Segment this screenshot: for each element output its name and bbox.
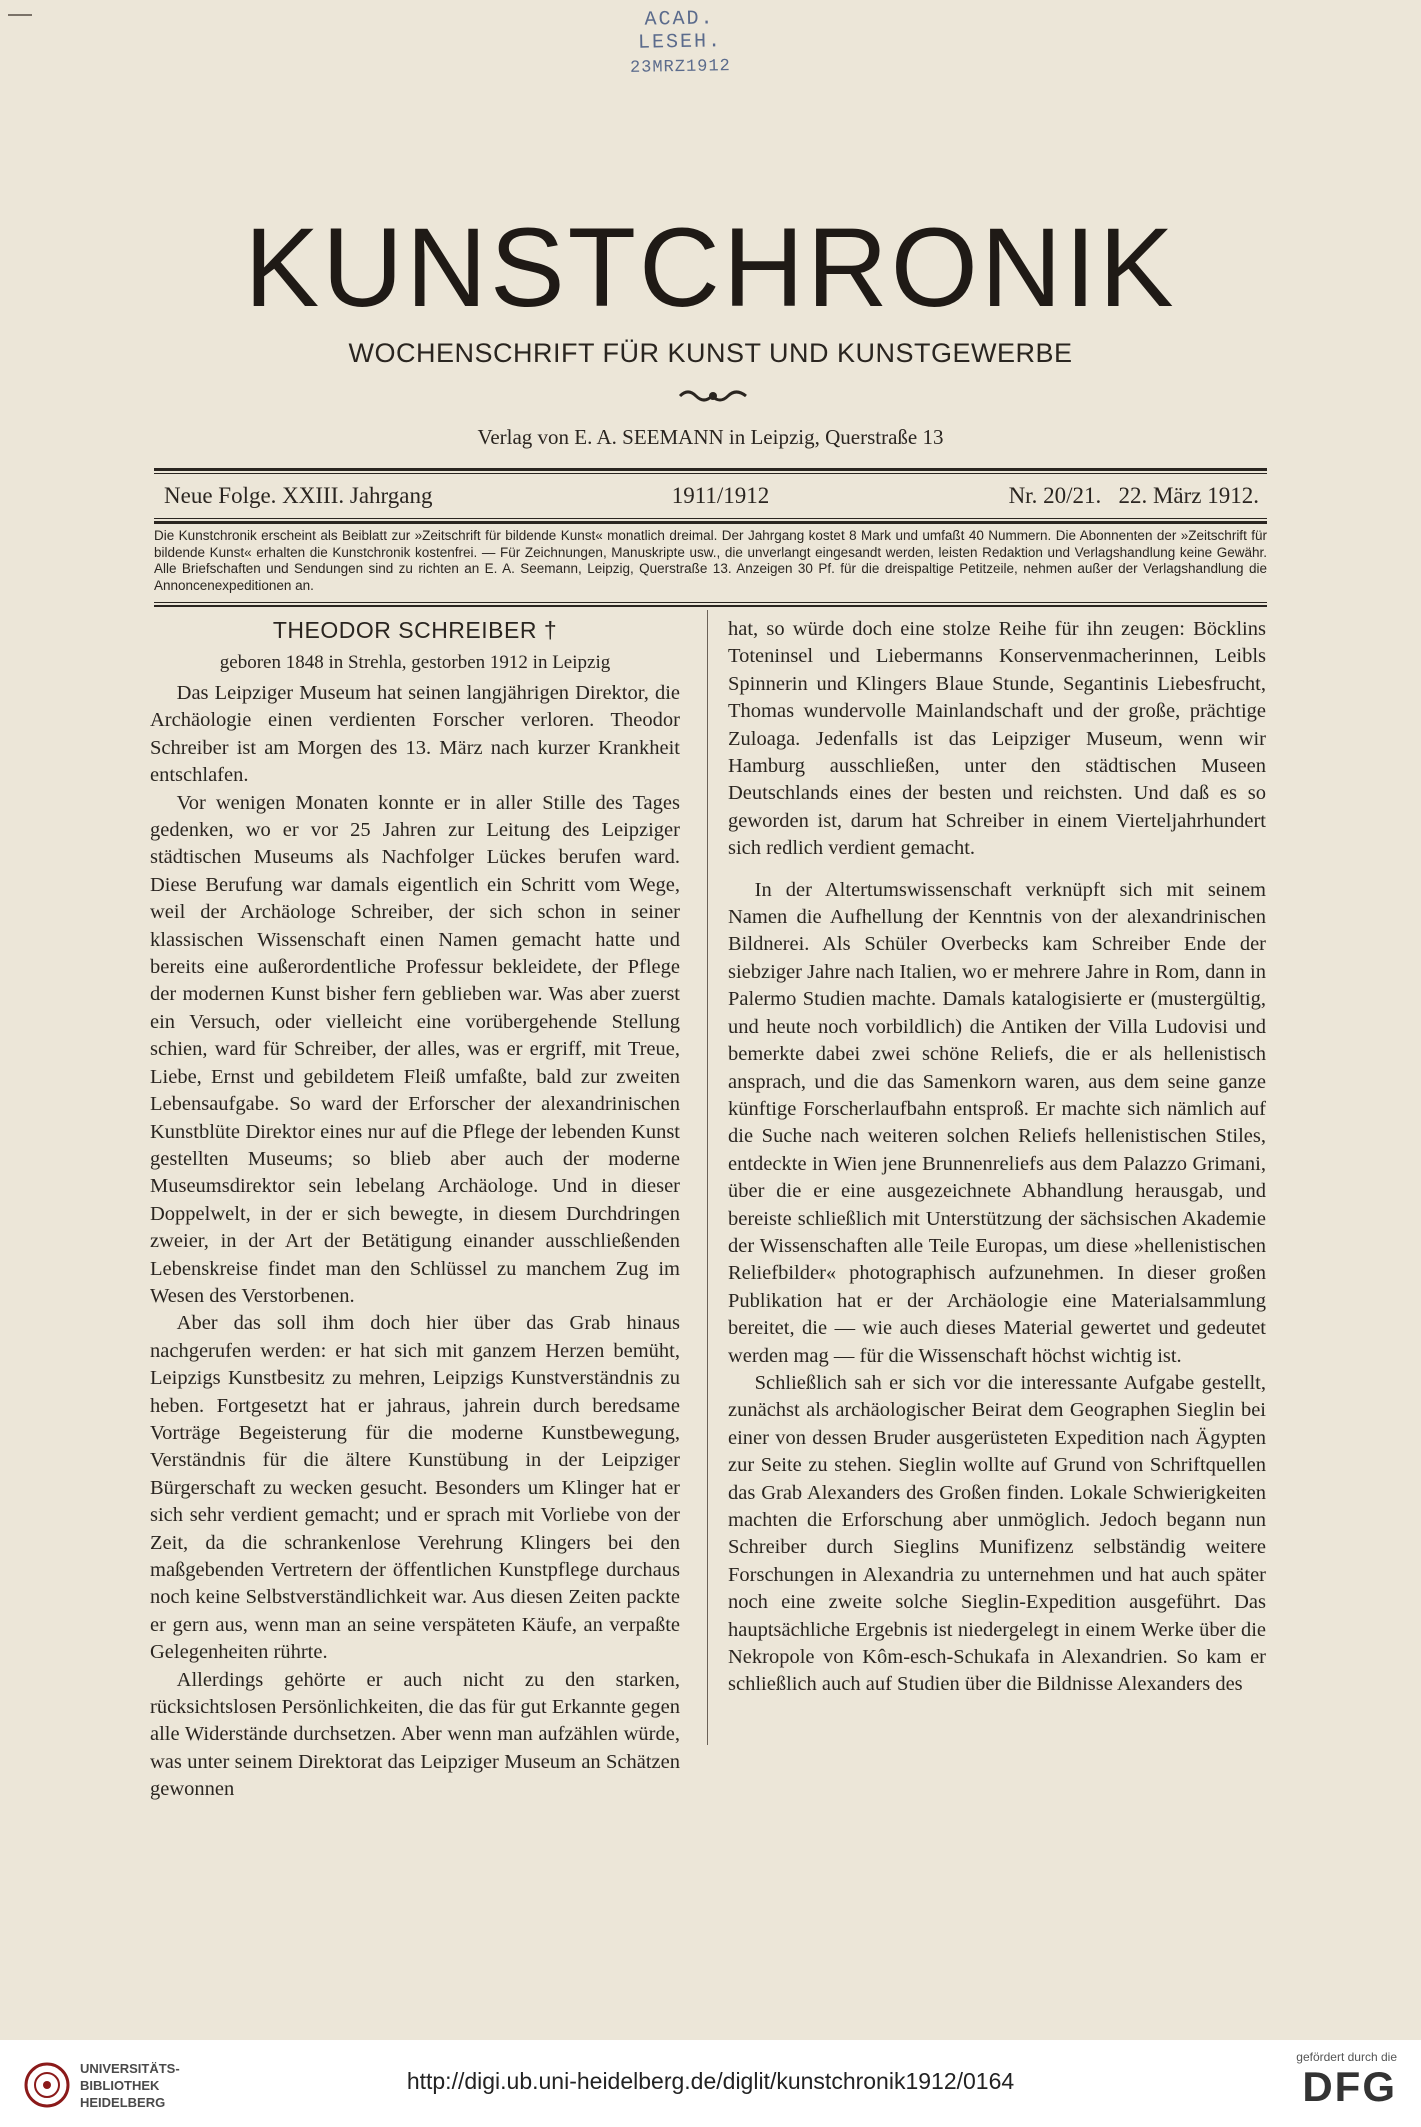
library-stamp bbox=[599, 7, 760, 79]
paragraph: Vor wenigen Monaten konnte er in aller Stille des Tages gedenken, wo er vor 25 Jahren zur Leitung des Leipziger städtischen Museums als Nachfolger Lückes berufen ward. Diese Berufung war damals eigentlich ein Schritt vom Wege, weil der Archäologe Schreiber, der sich schon in seiner klassischen Wissenschaft einen Namen gemacht hatte und bereits eine außerordentliche Professur bekleidete, der Pflege der modernen Kunst bisher fern geblieben war. Was aber zuerst ein Versuch, oder vielleicht eine vorübergehende Stellung schien, ward für Schreiber, der alles, was er ergriff, mit Treue, Liebe, Ernst und gebildetem Fleiß umfaßte, bald zur zweiten Lebensaufgabe. So ward der Erforscher der alexandrinischen Kunstblüte Direktor eines nur auf die Pflege der lebenden Kunst gestellten Museums; so blieb aber auch der moderne Museumsdirektor sein lebelang Archäologe. Und in dieser Doppelwelt, in der er sich bewegte, in diesem Durchdringen zweier, in der Art der Betätigung einander ausschließenden Lebenskreise findet man den Schlüssel zu manchem Zug im Wesen des Verstorbenen. bbox=[150, 791, 680, 1307]
paragraph: In der Altertumswissenschaft verknüpft sich mit seinem Namen die Aufhellung der Kenntnis von der alexandrinischen Bildnerei. Als Schüler Overbecks kam Schreiber Ende der siebziger Jahre nach Italien, wo er mehrere Jahre in Rom, dann in Palermo Studien machte. Damals katalogisierte er (mustergültig, und heute noch vorbildlich) die Antiken der Villa Ludovisi und bemerkte dabei zwei schöne Reliefs, die er als hellenistisch ansprach, und die das Samenkorn waren, aus dem seine ganze künftige Forscherlaufbahn entsproß. Er machte sich nämlich auf die Suche nach weiteren solchen Reliefs hellenistischen Stiles, entdeckte in Wien jene Brunnenreliefs aus dem Palazzo Grimani, über die er eine ausgezeichnete Abhandlung herausgab, und bereiste schließlich mit Unterstützung der sächsischen Akademie der Wissenschaften alle Teile Europas, um diese »hellenistischen Reliefbilder« photographisch aufzunehmen. In dieser großen Publikation hat er der Archäologie eine Materialsammlung bereitet, die — wie auch dieses Material gewertet und gedeutet werden mag — für die Wissenschaft höchst wichtig ist. bbox=[728, 878, 1266, 1367]
ornament-icon bbox=[678, 386, 748, 406]
subscription-notice: Die Kunstchronik erscheint als Beiblatt zur »Zeitschrift für bildende Kunst« monatlich dreimal. Der Jahrgang kostet 8 Mark und umfaßt 40 Nummern. Die Abonnenten der »Zeitschrift für bildende Kunst« erhalten die Kunstchronik kostenfrei. — Für Zeichnungen, Manuskripte usw., die unverlangt eingesandt werden, leisten Redaktion und Verlagshandlung keine Gewähr. Alle Briefschaften und Sendungen sind zu richten an E. A. Seemann, Leipzig, Querstraße 13. Anzeigen 30 Pf. für die dreispaltige Petitzeile, nehmen außer der Verlagshandlung die Annoncenexpeditionen an. bbox=[154, 528, 1267, 593]
masthead-title: KUNSTCHRONIK bbox=[244, 205, 1177, 330]
rule-mid-thin bbox=[154, 518, 1267, 519]
rule-top-thin bbox=[154, 473, 1267, 474]
issue-number: Nr. 20/21. bbox=[1008, 483, 1102, 508]
issue-number-date bbox=[1009, 483, 1259, 509]
rule-bottom-thin bbox=[154, 602, 1267, 603]
stamp-line-1: ACAD. LESEH. bbox=[637, 7, 723, 55]
issue-years: 1911/1912 bbox=[671, 483, 770, 508]
article-column-right bbox=[728, 616, 1266, 1741]
article-title: THEODOR SCHREIBER † bbox=[272, 617, 558, 643]
rule-mid bbox=[154, 521, 1267, 524]
funder-block bbox=[1247, 2050, 1397, 2110]
issue-date: 22. März 1912. bbox=[1118, 483, 1259, 508]
article-subtitle: geboren 1848 in Strehla, gestorben 1912 in Leipzig bbox=[219, 652, 611, 673]
article-column-left bbox=[150, 616, 680, 1801]
paragraph: Allerdings gehörte er auch nicht zu den starken, rücksichtslosen Persönlichkeiten, die das für gut Erkannte gegen alle Widerstände durchsetzen. Aber wenn man aufzählen würde, was unter seinem Direktorat das Leipziger Museum an Schätzen gewonnen bbox=[150, 1668, 680, 1801]
paragraph: Das Leipziger Museum hat seinen langjährigen Direktor, die Archäologie einen verdienten Forscher verloren. Theodor Schreiber ist am Morgen des 13. März nach kurzer Krankheit entschlafen. bbox=[150, 682, 680, 787]
footer-bar bbox=[0, 2040, 1421, 2127]
paragraph: hat, so würde doch eine stolze Reihe für ihn zeugen: Böcklins Toteninsel und Liebermanns Konservenmacherinnen, Leibls Spinnerin und Klingers Blaue Stunde, Segantinis Liebesfrucht, Thomas wundervolle Mainlandschaft und der große, prächtige Zuloaga. Jedenfalls ist das Leipziger Museum, wenn wir Hamburg ausschließen, unter den städtischen Museen Deutschlands eines der besten und reichsten. Und daß es so geworden ist, darum hat Schreiber in einem Vierteljahrhundert sich redlich verdient gemacht. bbox=[728, 618, 1266, 860]
university-name-line: BIBLIOTHEK bbox=[80, 2078, 160, 2093]
paragraph: Aber das soll ihm doch hier über das Grab hinaus nachgerufen werden: er hat sich mit ganzem Herzen bemüht, Leipzigs Kunstbesitz zu mehren, Leipzigs Kunstverständnis zu heben. Fortgesetzt hat er jahraus, jahrein durch beredsame Vorträge Begeisterung für die moderne Kunstbewegung, Verständnis für die ältere Kunstübung in der Leipziger Bürgerschaft zu wecken gesucht. Besonders um Klinger hat er sich sehr verdient gemacht; und er sprach mit Vorliebe von der Zeit, da die schrankenlose Verehrung Klingers bei den maßgebenden Vertretern der öffentlichen Kunstpflege durchaus noch keine Selbstverständlichkeit war. Aus diesen Zeiten packte er gern aus, wenn man an seine verspäteten Käufe, an verpaßte Gelegenheiten rührte. bbox=[150, 1312, 680, 1664]
university-name-line: UNIVERSITÄTS- bbox=[80, 2061, 180, 2076]
corner-mark bbox=[8, 14, 32, 16]
rule-top bbox=[154, 468, 1267, 471]
stamp-date: 23MRZ1912 bbox=[629, 57, 732, 78]
issue-series: Neue Folge. XXIII. Jahrgang bbox=[164, 483, 433, 508]
dfg-logo: DFG bbox=[1302, 2063, 1397, 2110]
university-name-line: HEIDELBERG bbox=[80, 2095, 166, 2110]
column-divider bbox=[707, 610, 708, 1745]
publisher-line: Verlag von E. A. SEEMANN in Leipzig, Querstraße 13 bbox=[477, 425, 944, 449]
issue-bar bbox=[164, 476, 1259, 516]
source-url[interactable]: http://digi.ub.uni-heidelberg.de/diglit/kunstchronik1912/0164 bbox=[406, 2068, 1015, 2094]
masthead-subtitle: WOCHENSCHRIFT FÜR KUNST UND KUNSTGEWERBE bbox=[348, 338, 1073, 368]
rule-bottom bbox=[154, 605, 1267, 607]
funder-label: gefördert durch die bbox=[1296, 2050, 1397, 2064]
paragraph: Schließlich sah er sich vor die interessante Aufgabe gestellt, zunächst als archäologischer Beirat dem Geographen Sieglin bei einer von dessen Bruder ausgerüsteten Expedition nach Ägypten zur Seite zu stehen. Sieglin wollte auf Grund von Schriftquellen das Grab Alexanders des Großen finden. Lokale Schwierigkeiten machten die Erforschung aber unmöglich. Jedoch begann nun Schreiber durch Sieglins Munifizenz selbständig weitere Forschungen in Alexandria zu unternehmen und hat auch später noch eine zweite solche Sieglin-Expedition ausgeführt. Das hauptsächliche Ergebnis ist niedergelegt in einem Werke über die Nekropole von Kôm-esch-Schukafa in Alexandrien. So kam er schließlich auch auf Studien über die Bildnisse Alexanders des bbox=[728, 1371, 1266, 1696]
